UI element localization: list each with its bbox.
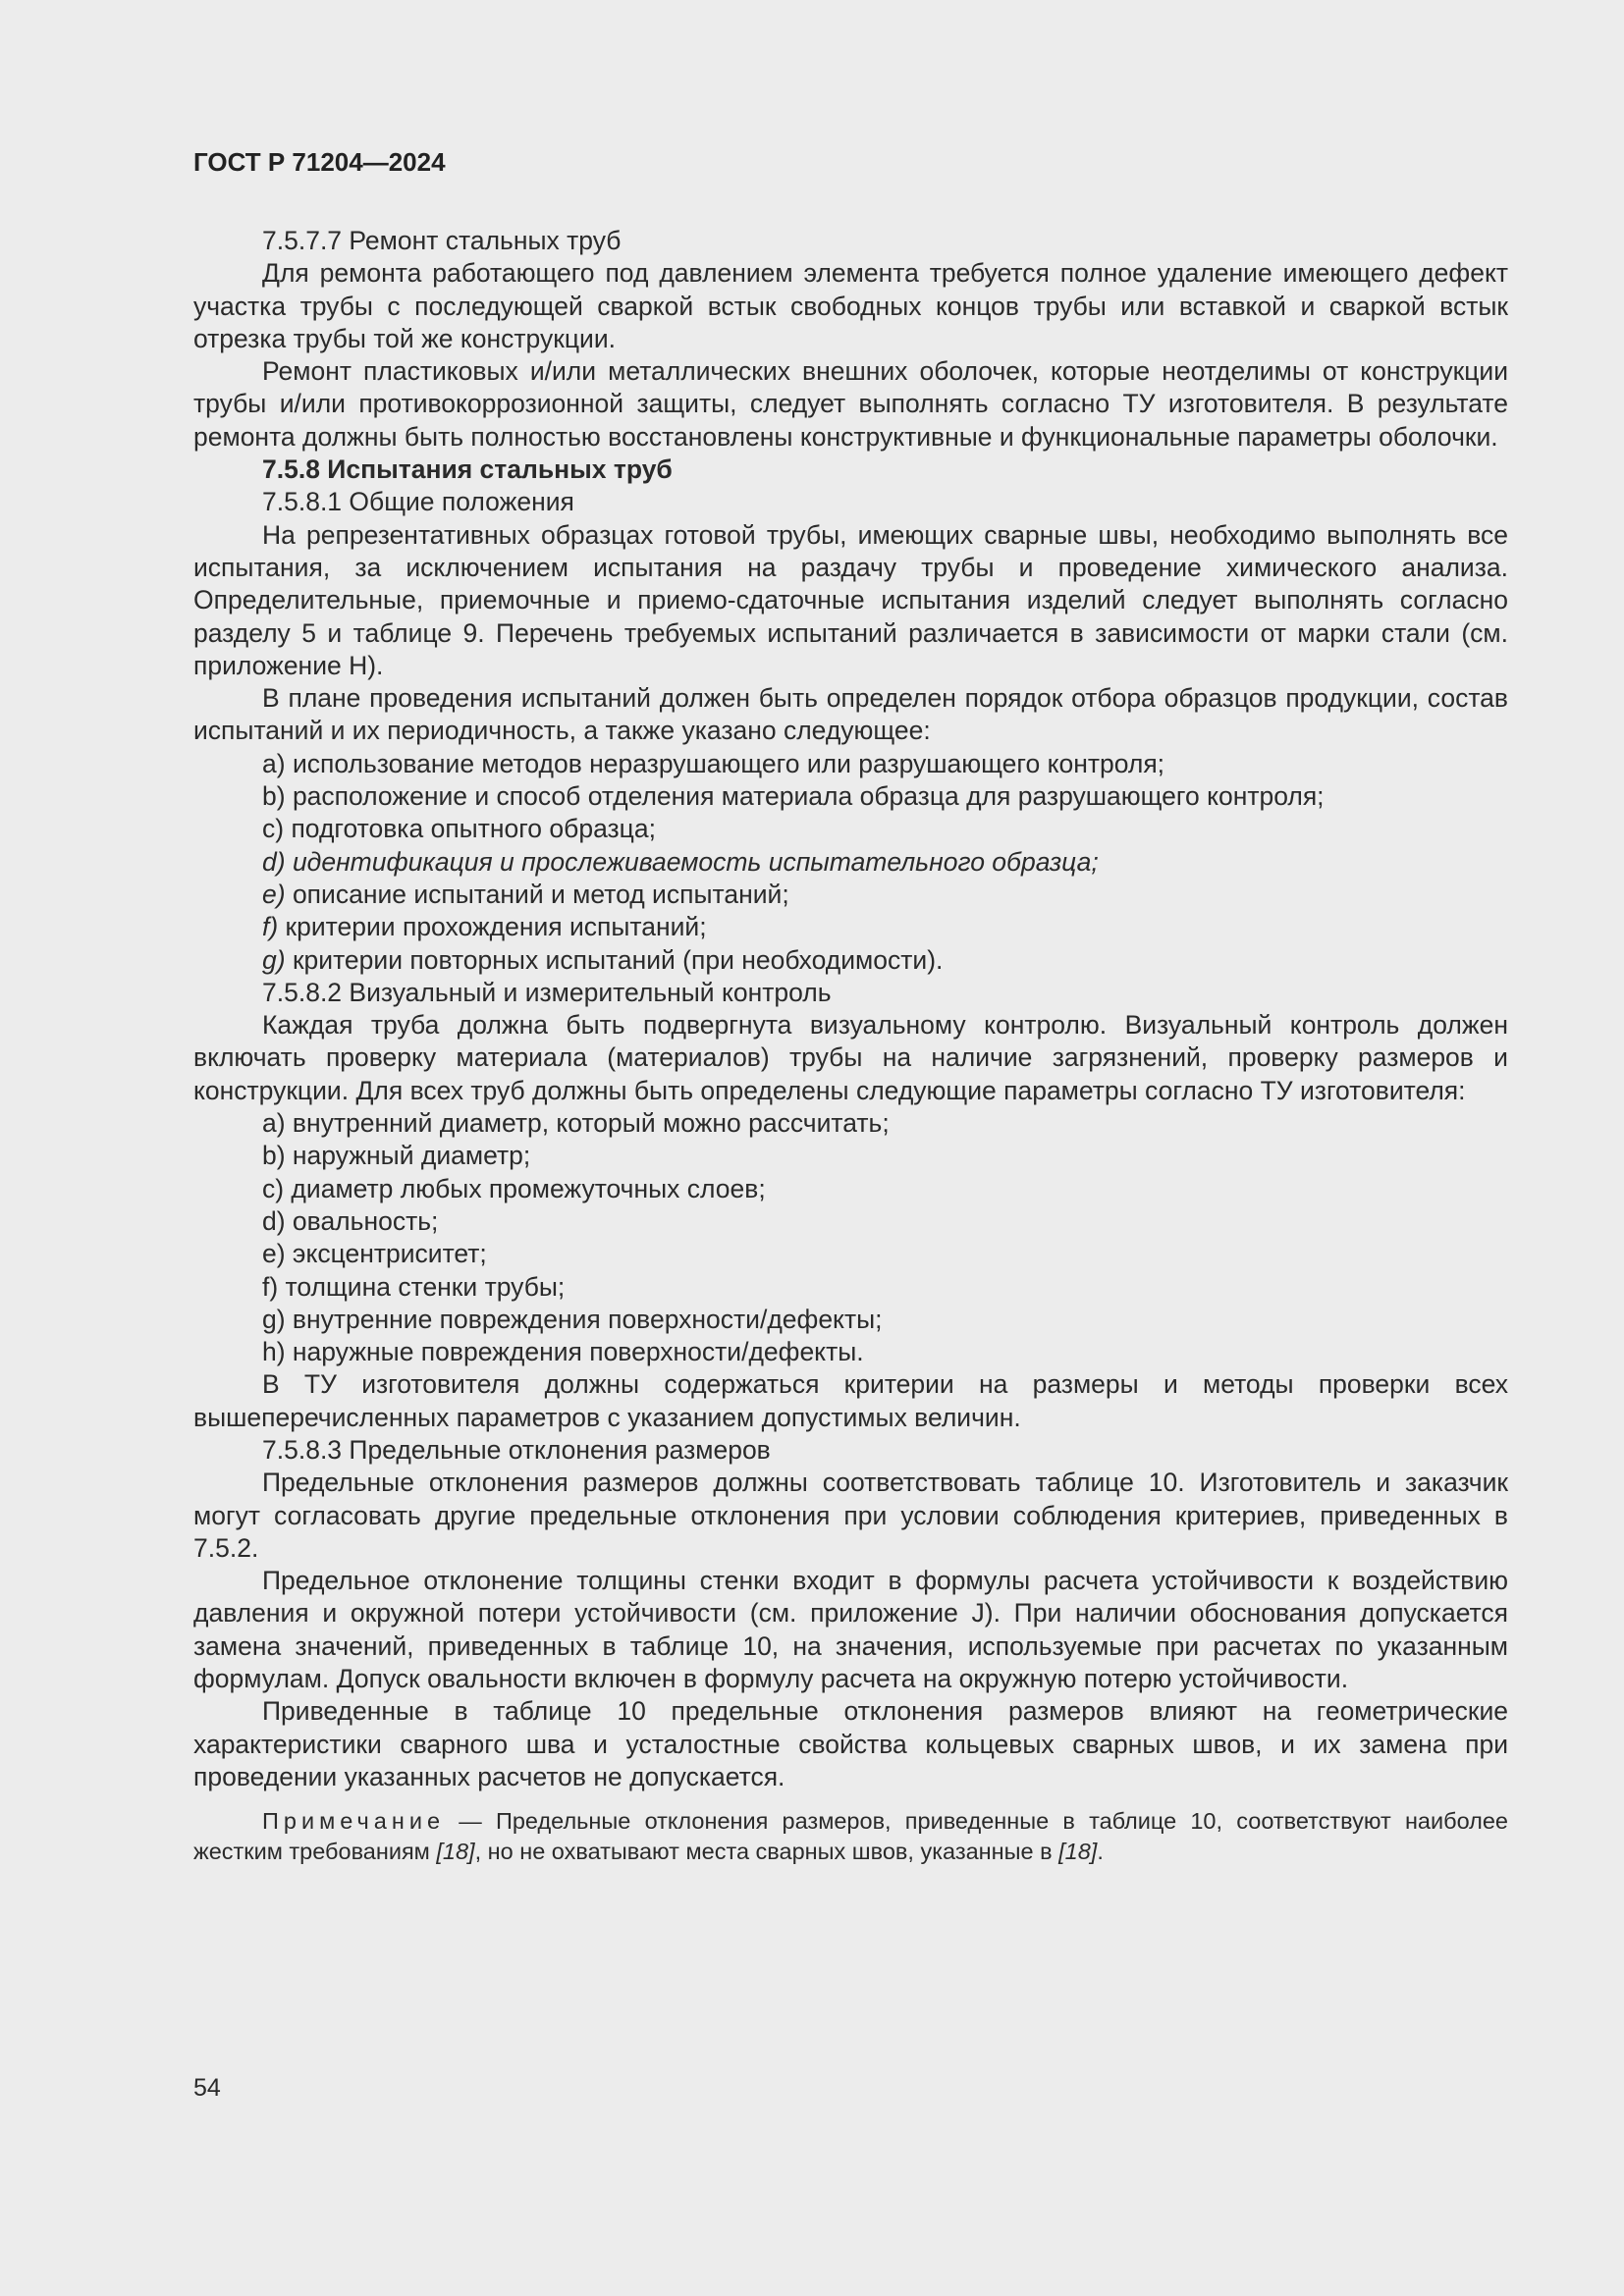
paragraph: На репрезентативных образцах готовой трубы, имеющих сварные швы, необходимо выполнять все испытания, за исключением испытания на раздачу трубы и проведение химического анализа. Определительные, приемочные и приемо-сдаточные испытания изделий следует выполнять согласно разделу 5 и таблице 9. Перечень требуемых испытаний различается в зависимости от марки стали (см. приложение Н). bbox=[193, 519, 1508, 680]
paragraph: Предельные отклонения размеров должны соответствовать таблице 10. Изготовитель и заказчик могут согласовать другие предельные отклонения при условии соблюдения критериев, приведенных в 7.5.2. bbox=[193, 1468, 1508, 1563]
list-item: a) внутренний диаметр, который можно рассчитать; bbox=[262, 1108, 890, 1139]
section-heading-7-5-7-7: 7.5.7.7 Ремонт стальных труб bbox=[262, 226, 622, 255]
list-item: d) идентификация и прослеживаемость испытательного образца; bbox=[262, 846, 1099, 877]
list-item: f) критерии прохождения испытаний; bbox=[262, 912, 707, 942]
page-content bbox=[193, 225, 1508, 1867]
note: Примечание — Предельные отклонения размеров, приведенные в таблице 10, соответствуют наиболее жестким требованиям [18], но не охватывают места сварных швов, указанные в [18]. bbox=[193, 1808, 1508, 1865]
paragraph: Приведенные в таблице 10 предельные отклонения размеров влияют на геометрические характеристики сварного шва и усталостные свойства кольцевых сварных швов, и их замена при проведении указанных расчетов не допускается. bbox=[193, 1696, 1508, 1791]
paragraph: Каждая труба должна быть подвергнута визуальному контролю. Визуальный контроль должен включать проверку материала (материалов) трубы на наличие загрязнений, проверку размеров и конструкции. Для всех труб должны быть определены следующие параметры согласно ТУ изготовителя: bbox=[193, 1010, 1508, 1105]
reference-link: [18] bbox=[1058, 1839, 1098, 1865]
note-label: Примечание bbox=[262, 1808, 446, 1835]
list-item: g) внутренние повреждения поверхности/дефекты; bbox=[262, 1304, 883, 1334]
list-item: b) расположение и способ отделения материала образца для разрушающего контроля; bbox=[262, 781, 1325, 812]
paragraph: Предельное отклонение толщины стенки входит в формулы расчета устойчивости к воздействию давления и окружной потери устойчивости (см. приложение J). При наличии обоснования допускается замена значений, приведенных в таблице 10, на значения, используемые при расчетах по указанным формулам. Допуск овальности включен в формулу расчета на окружную потерю устойчивости. bbox=[193, 1566, 1508, 1694]
list-item: c) диаметр любых промежуточных слоев; bbox=[262, 1173, 766, 1203]
list-item: f) толщина стенки трубы; bbox=[262, 1271, 566, 1302]
paragraph: Для ремонта работающего под давлением элемента требуется полное удаление имеющего дефект участка трубы с последующей сваркой встык свободных концов трубы или вставкой и сваркой встык отрезка трубы той же конструкции. bbox=[193, 258, 1508, 353]
section-heading-7-5-8-3: 7.5.8.3 Предельные отклонения размеров bbox=[262, 1434, 771, 1465]
section-heading-7-5-8-1: 7.5.8.1 Общие положения bbox=[262, 487, 574, 517]
list-item: h) наружные повреждения поверхности/дефекты. bbox=[262, 1337, 864, 1367]
list-item: a) использование методов неразрушающего или разрушающего контроля; bbox=[262, 748, 1165, 778]
page-number: 54 bbox=[193, 2074, 221, 2102]
section-heading-7-5-8-2: 7.5.8.2 Визуальный и измерительный контроль bbox=[262, 977, 832, 1007]
document-header: ГОСТ Р 71204—2024 bbox=[193, 147, 446, 177]
paragraph: Ремонт пластиковых и/или металлических внешних оболочек, которые неотделимы от конструкции трубы и/или противокоррозионной защиты, следует выполнять согласно ТУ изготовителя. В результате ремонта должны быть полностью восстановлены конструктивные и функциональные параметры оболочки. bbox=[193, 356, 1508, 452]
section-heading-7-5-8: 7.5.8 Испытания стальных труб bbox=[262, 454, 673, 485]
paragraph: В ТУ изготовителя должны содержаться критерии на размеры и методы проверки всех вышеперечисленных параметров с указанием допустимых величин. bbox=[193, 1369, 1508, 1432]
list-item: g) критерии повторных испытаний (при необходимости). bbox=[262, 944, 944, 975]
list-item: e) описание испытаний и метод испытаний; bbox=[262, 879, 789, 909]
paragraph: В плане проведения испытаний должен быть определен порядок отбора образцов продукции, состав испытаний и их периодичность, а также указано следующее: bbox=[193, 683, 1508, 746]
list-item: d) овальность; bbox=[262, 1205, 439, 1236]
list-item: b) наружный диаметр; bbox=[262, 1141, 531, 1171]
reference-link: [18] bbox=[436, 1839, 475, 1865]
list-item: c) подготовка опытного образца; bbox=[262, 814, 656, 844]
list-item: e) эксцентриситет; bbox=[262, 1239, 487, 1269]
